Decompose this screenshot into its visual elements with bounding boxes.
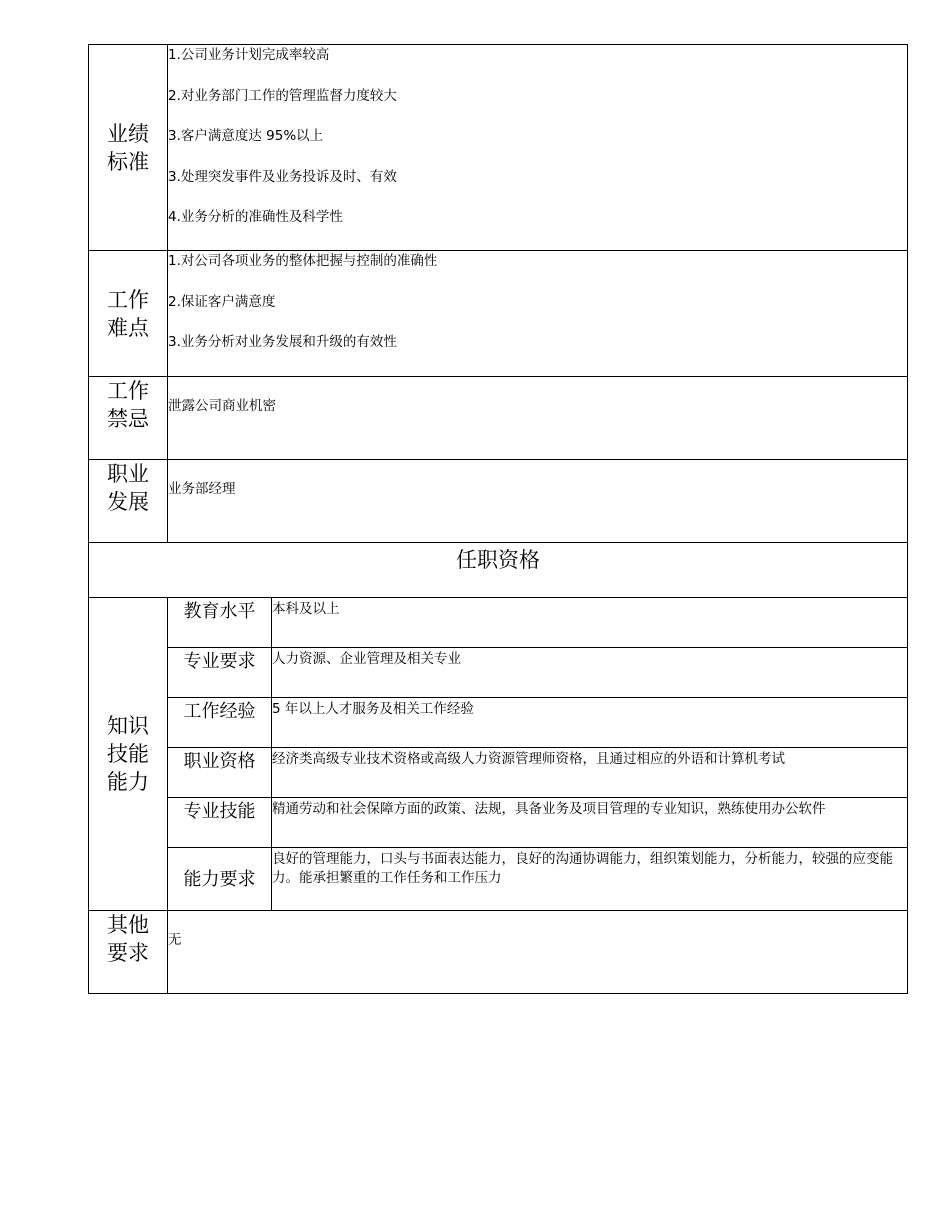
experience-value: 5 年以上人才服务及相关工作经验 bbox=[272, 698, 908, 748]
difficulties-content bbox=[168, 251, 908, 377]
performance-item: 4.业务分析的准确性及科学性 bbox=[168, 209, 343, 225]
performance-item: 2.对业务部门工作的管理监督力度较大 bbox=[168, 87, 397, 104]
performance-item: 3.客户满意度达 95%以上 bbox=[168, 128, 324, 144]
performance-content bbox=[168, 45, 908, 251]
other-text: 无 bbox=[168, 932, 182, 948]
other-label: 其他要求 bbox=[89, 911, 168, 994]
difficulties-row bbox=[89, 251, 908, 377]
experience-label: 工作经验 bbox=[168, 698, 272, 748]
knowledge-label: 知识技能能力 bbox=[89, 598, 168, 911]
major-value: 人力资源、企业管理及相关专业 bbox=[272, 648, 908, 698]
difficulties-label: 工作难点 bbox=[89, 251, 168, 377]
knowledge-row bbox=[89, 698, 908, 748]
qualifications-title: 任职资格 bbox=[89, 543, 908, 598]
major-label: 专业要求 bbox=[168, 648, 272, 698]
knowledge-row bbox=[89, 798, 908, 848]
performance-label: 业绩标准 bbox=[89, 45, 168, 251]
certification-label: 职业资格 bbox=[168, 748, 272, 798]
education-label: 教育水平 bbox=[168, 598, 272, 648]
taboos-text: 泄露公司商业机密 bbox=[168, 398, 276, 414]
knowledge-row bbox=[89, 648, 908, 698]
difficulties-item: 3.业务分析对业务发展和升级的有效性 bbox=[168, 334, 397, 350]
taboos-row bbox=[89, 377, 908, 460]
difficulties-item: 2.保证客户满意度 bbox=[168, 293, 276, 310]
career-text: 业务部经理 bbox=[168, 481, 236, 497]
performance-item: 3.处理突发事件及业务投诉及时、有效 bbox=[168, 168, 397, 185]
skills-label: 专业技能 bbox=[168, 798, 272, 848]
difficulties-item: 1.对公司各项业务的整体把握与控制的准确性 bbox=[168, 253, 438, 269]
knowledge-row bbox=[89, 598, 908, 648]
other-content bbox=[168, 911, 908, 994]
certification-value: 经济类高级专业技术资格或高级人力资源管理师资格，且通过相应的外语和计算机考试 bbox=[272, 748, 908, 798]
skills-value: 精通劳动和社会保障方面的政策、法规，具备业务及项目管理的专业知识，熟练使用办公软件 bbox=[272, 798, 908, 848]
career-content bbox=[168, 460, 908, 543]
qualifications-header-row bbox=[89, 543, 908, 598]
other-row bbox=[89, 911, 908, 994]
career-label: 职业发展 bbox=[89, 460, 168, 543]
ability-label: 能力要求 bbox=[168, 848, 272, 911]
performance-item: 1.公司业务计划完成率较高 bbox=[168, 47, 330, 63]
knowledge-row bbox=[89, 748, 908, 798]
career-row bbox=[89, 460, 908, 543]
education-value: 本科及以上 bbox=[272, 598, 908, 648]
ability-value: 良好的管理能力，口头与书面表达能力，良好的沟通协调能力，组织策划能力，分析能力，较强的应变能力。能承担繁重的工作任务和工作压力 bbox=[272, 848, 908, 911]
taboos-label: 工作禁忌 bbox=[89, 377, 168, 460]
taboos-content bbox=[168, 377, 908, 460]
performance-row bbox=[89, 45, 908, 251]
knowledge-row bbox=[89, 848, 908, 911]
job-description-table bbox=[88, 44, 908, 994]
